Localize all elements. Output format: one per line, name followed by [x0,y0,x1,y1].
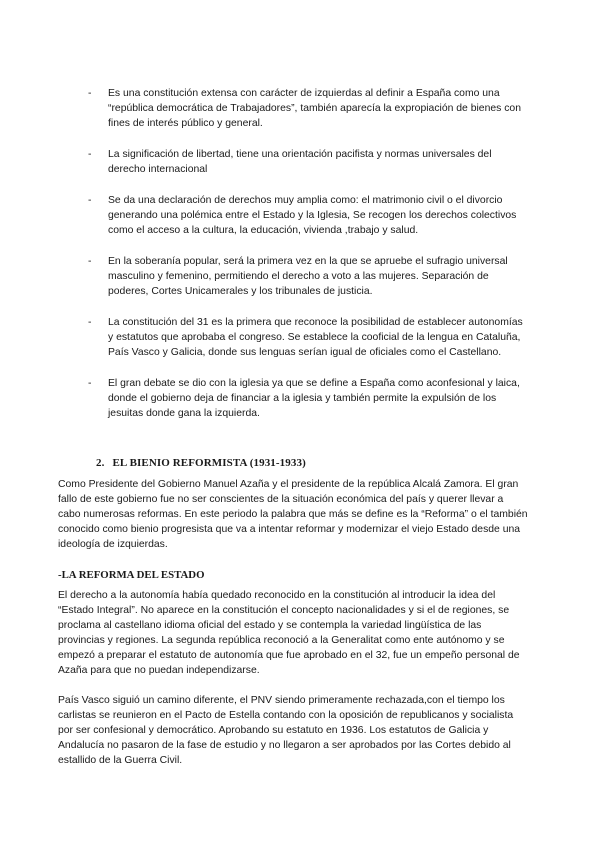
bullet-text: Se da una declaración de derechos muy amplia como: el matrimonio civil o el divorcio generando una polémica entre el Estado y la Iglesia, Se recogen los derechos colectivos como el acceso a la cultura, la educación, vivienda ,trabajo y salud. [108,195,517,236]
bullet-item [88,315,528,360]
bullet-dash: - [88,195,92,206]
bullet-dash: - [88,149,92,160]
section-heading [96,456,306,471]
bullet-list [88,86,528,437]
bullet-text: En la soberanía popular, será la primera vez en la que se apruebe el sufragio universal masculino y femenino, permitiendo el derecho a voto a las mujeres. Separación de poderes, Cortes Unicamerales y los tribunales de justicia. [108,256,508,297]
bullet-text: Es una constitución extensa con carácter de izquierdas al definir a España como una “república democrática de Trabajadores”, también aparecía la expropiación de bienes con fines de interés público y general. [108,88,521,129]
subsection-paragraph-1: El derecho a la autonomía había quedado reconocido en la constitución al introducir la idea del “Estado Integral”. No aparece en la constitución el concepto nacionalidades y si el de regiones, se proclama al castellano idioma oficial del estado y se contempla la variedad lingüística de las provincias y regiones. La segunda república reconoció a la Generalitat como ente autónomo y se empezó a preparar el estatuto de autonomía que fue aprobado en el 32, fue un empeño personal de Azaña para que no puedan independizarse. [58,590,520,676]
bullet-dash: - [88,88,92,99]
bullet-text: La constitución del 31 es la primera que reconoce la posibilidad de establecer autonomías y estatutos que aprobaba el congreso. Se establece la cooficial de la lengua en Cataluña, País Vasco y Galicia, donde sus lenguas serían igual de oficiales como el Castellano. [108,317,523,358]
subsection-paragraph-2: País Vasco siguió un camino diferente, el PNV siendo primeramente rechazada,con el tiempo los carlistas se reunieron en el Pacto de Estella contando con la oposición de republicanos y socialista por ser confesional y democrático. Aprobando su estatuto en 1936. Los estatutos de Galicia y Andalucía no pasaron de la fase de estudio y no llegaron a ser aprobados por las Cortes debido al estallido de la Guerra Civil. [58,695,514,766]
section-number: 2. [96,457,105,469]
subsection-heading: -LA REFORMA DEL ESTADO [58,569,205,581]
bullet-item [88,86,528,131]
bullet-dash: - [88,256,92,267]
bullet-text: El gran debate se dio con la iglesia ya que se define a España como aconfesional y laica, donde el gobierno deja de financiar a la iglesia y también permite la expulsión de los jesuitas donde gana la izquierda. [108,378,520,419]
bullet-item [88,254,528,299]
bullet-dash: - [88,378,92,389]
bullet-dash: - [88,317,92,328]
bullet-item [88,193,528,238]
bullet-item [88,376,528,421]
bullet-text: La significación de libertad, tiene una orientación pacifista y normas universales del derecho internacional [108,149,492,175]
section-paragraph: Como Presidente del Gobierno Manuel Azaña y el presidente de la república Alcalá Zamora. El gran fallo de este gobierno fue no ser conscientes de la situación económica del país y querer llevar a cabo numerosas reformas. En este periodo la palabra que más se define es la “Reforma” o el también conocido como bienio progresista que va a intentar reformar y modernizar el viejo Estado desde una ideología de izquierdas. [58,479,528,550]
section-title: EL BIENIO REFORMISTA (1931-1933) [112,457,306,469]
bullet-item [88,147,528,177]
